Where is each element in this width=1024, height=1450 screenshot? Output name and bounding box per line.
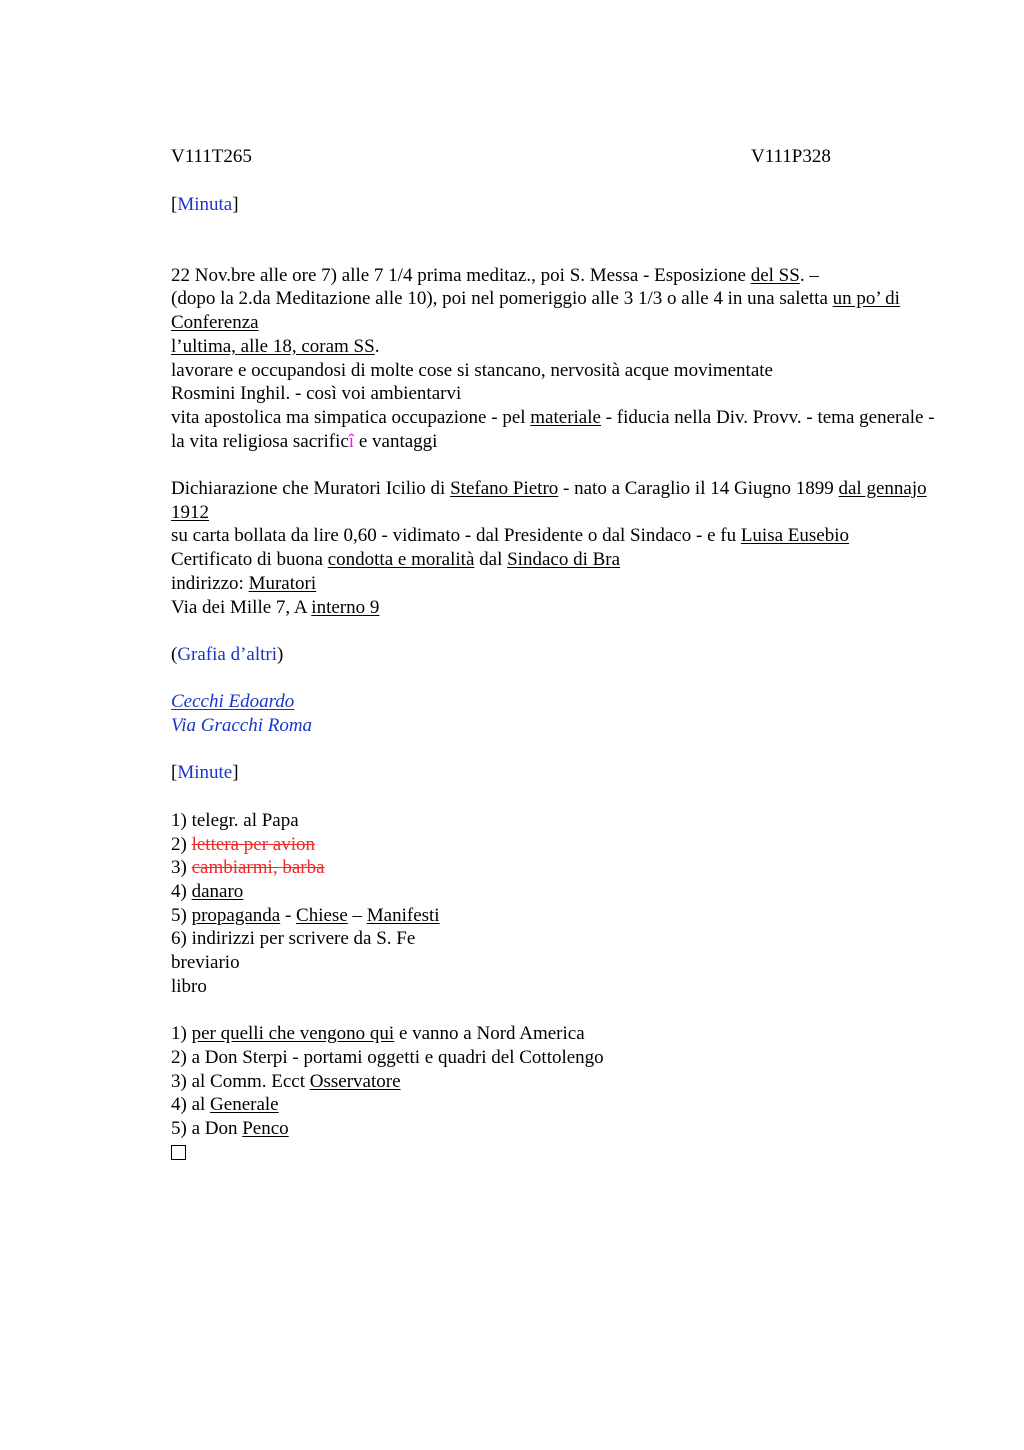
list-item: 5) propaganda - Chiese – Manifesti bbox=[171, 904, 440, 926]
section-label-minute: [Minute] bbox=[171, 762, 239, 784]
other-hand-note bbox=[171, 690, 941, 737]
text-line: lavorare e occupandosi di molte cose si stancano, nervosità acque movimentate bbox=[171, 359, 773, 381]
grafia-name: Cecchi Edoardo bbox=[171, 691, 295, 713]
text-line: Rosmini Inghil. - così voi ambientarvi bbox=[171, 383, 462, 405]
todo-list-1 bbox=[171, 809, 941, 999]
page-header bbox=[171, 145, 941, 169]
section-label-grafia: (Grafia d’altri) bbox=[171, 643, 284, 665]
list-item: libro bbox=[171, 975, 207, 997]
text-line: (dopo la 2.da Meditazione alle 10), poi nel pomeriggio alle 3 1/3 o alle 4 in una saletta un po’ di Conferenza bbox=[171, 288, 900, 334]
text-line: l’ultima, alle 18, coram SS. bbox=[171, 335, 380, 357]
text-line: vita apostolica ma simpatica occupazione - pel materiale - fiducia nella Div. Provv. - tema generale - la vita religiosa sacrificî e vantaggi bbox=[171, 406, 935, 452]
end-marker bbox=[171, 1141, 941, 1167]
paragraph-meditation-schedule bbox=[171, 264, 941, 454]
text-line: Certificato di buona condotta e moralità dal Sindaco di Bra bbox=[171, 549, 621, 571]
text-line: 22 Nov.bre alle ore 7) alle 7 1/4 prima meditaz., poi S. Messa - Esposizione del SS. – bbox=[171, 264, 819, 286]
square-box-icon bbox=[171, 1145, 186, 1160]
list-item: 5) a Don Penco bbox=[171, 1117, 289, 1139]
text-line: Via dei Mille 7, A interno 9 bbox=[171, 596, 380, 618]
text-line: Dichiarazione che Muratori Icilio di Stefano Pietro - nato a Caraglio il 14 Giugno 1899 dal gennajo 1912 bbox=[171, 478, 927, 523]
list-item: 3) al Comm. Ecct Osservatore bbox=[171, 1070, 401, 1092]
list-item: 4) danaro bbox=[171, 880, 244, 902]
document-code-left: V111T265 bbox=[171, 146, 252, 167]
grafia-address: Via Gracchi Roma bbox=[171, 715, 313, 737]
list-item: 1) per quelli che vengono qui e vanno a Nord America bbox=[171, 1023, 585, 1045]
todo-list-2 bbox=[171, 1022, 941, 1166]
text-line: indirizzo: Muratori bbox=[171, 572, 317, 594]
list-item: 1) telegr. al Papa bbox=[171, 809, 299, 831]
document-code-right: V111P328 bbox=[751, 146, 831, 167]
list-item: 2) a Don Sterpi - portami oggetti e quadri del Cottolengo bbox=[171, 1046, 604, 1068]
section-label-minuta: [Minuta] bbox=[171, 193, 239, 215]
list-item: 4) al Generale bbox=[171, 1094, 279, 1116]
list-item: breviario bbox=[171, 952, 240, 974]
list-item: 2) lettera per avion bbox=[171, 833, 316, 855]
list-item: 3) cambiarmi, barba bbox=[171, 857, 325, 879]
list-item: 6) indirizzi per scrivere da S. Fe bbox=[171, 928, 416, 950]
paragraph-declaration bbox=[171, 477, 941, 619]
text-line: su carta bollata da lire 0,60 - vidimato - dal Presidente o dal Sindaco - e fu Luisa Eusebio bbox=[171, 525, 850, 547]
document-page bbox=[171, 145, 941, 1166]
